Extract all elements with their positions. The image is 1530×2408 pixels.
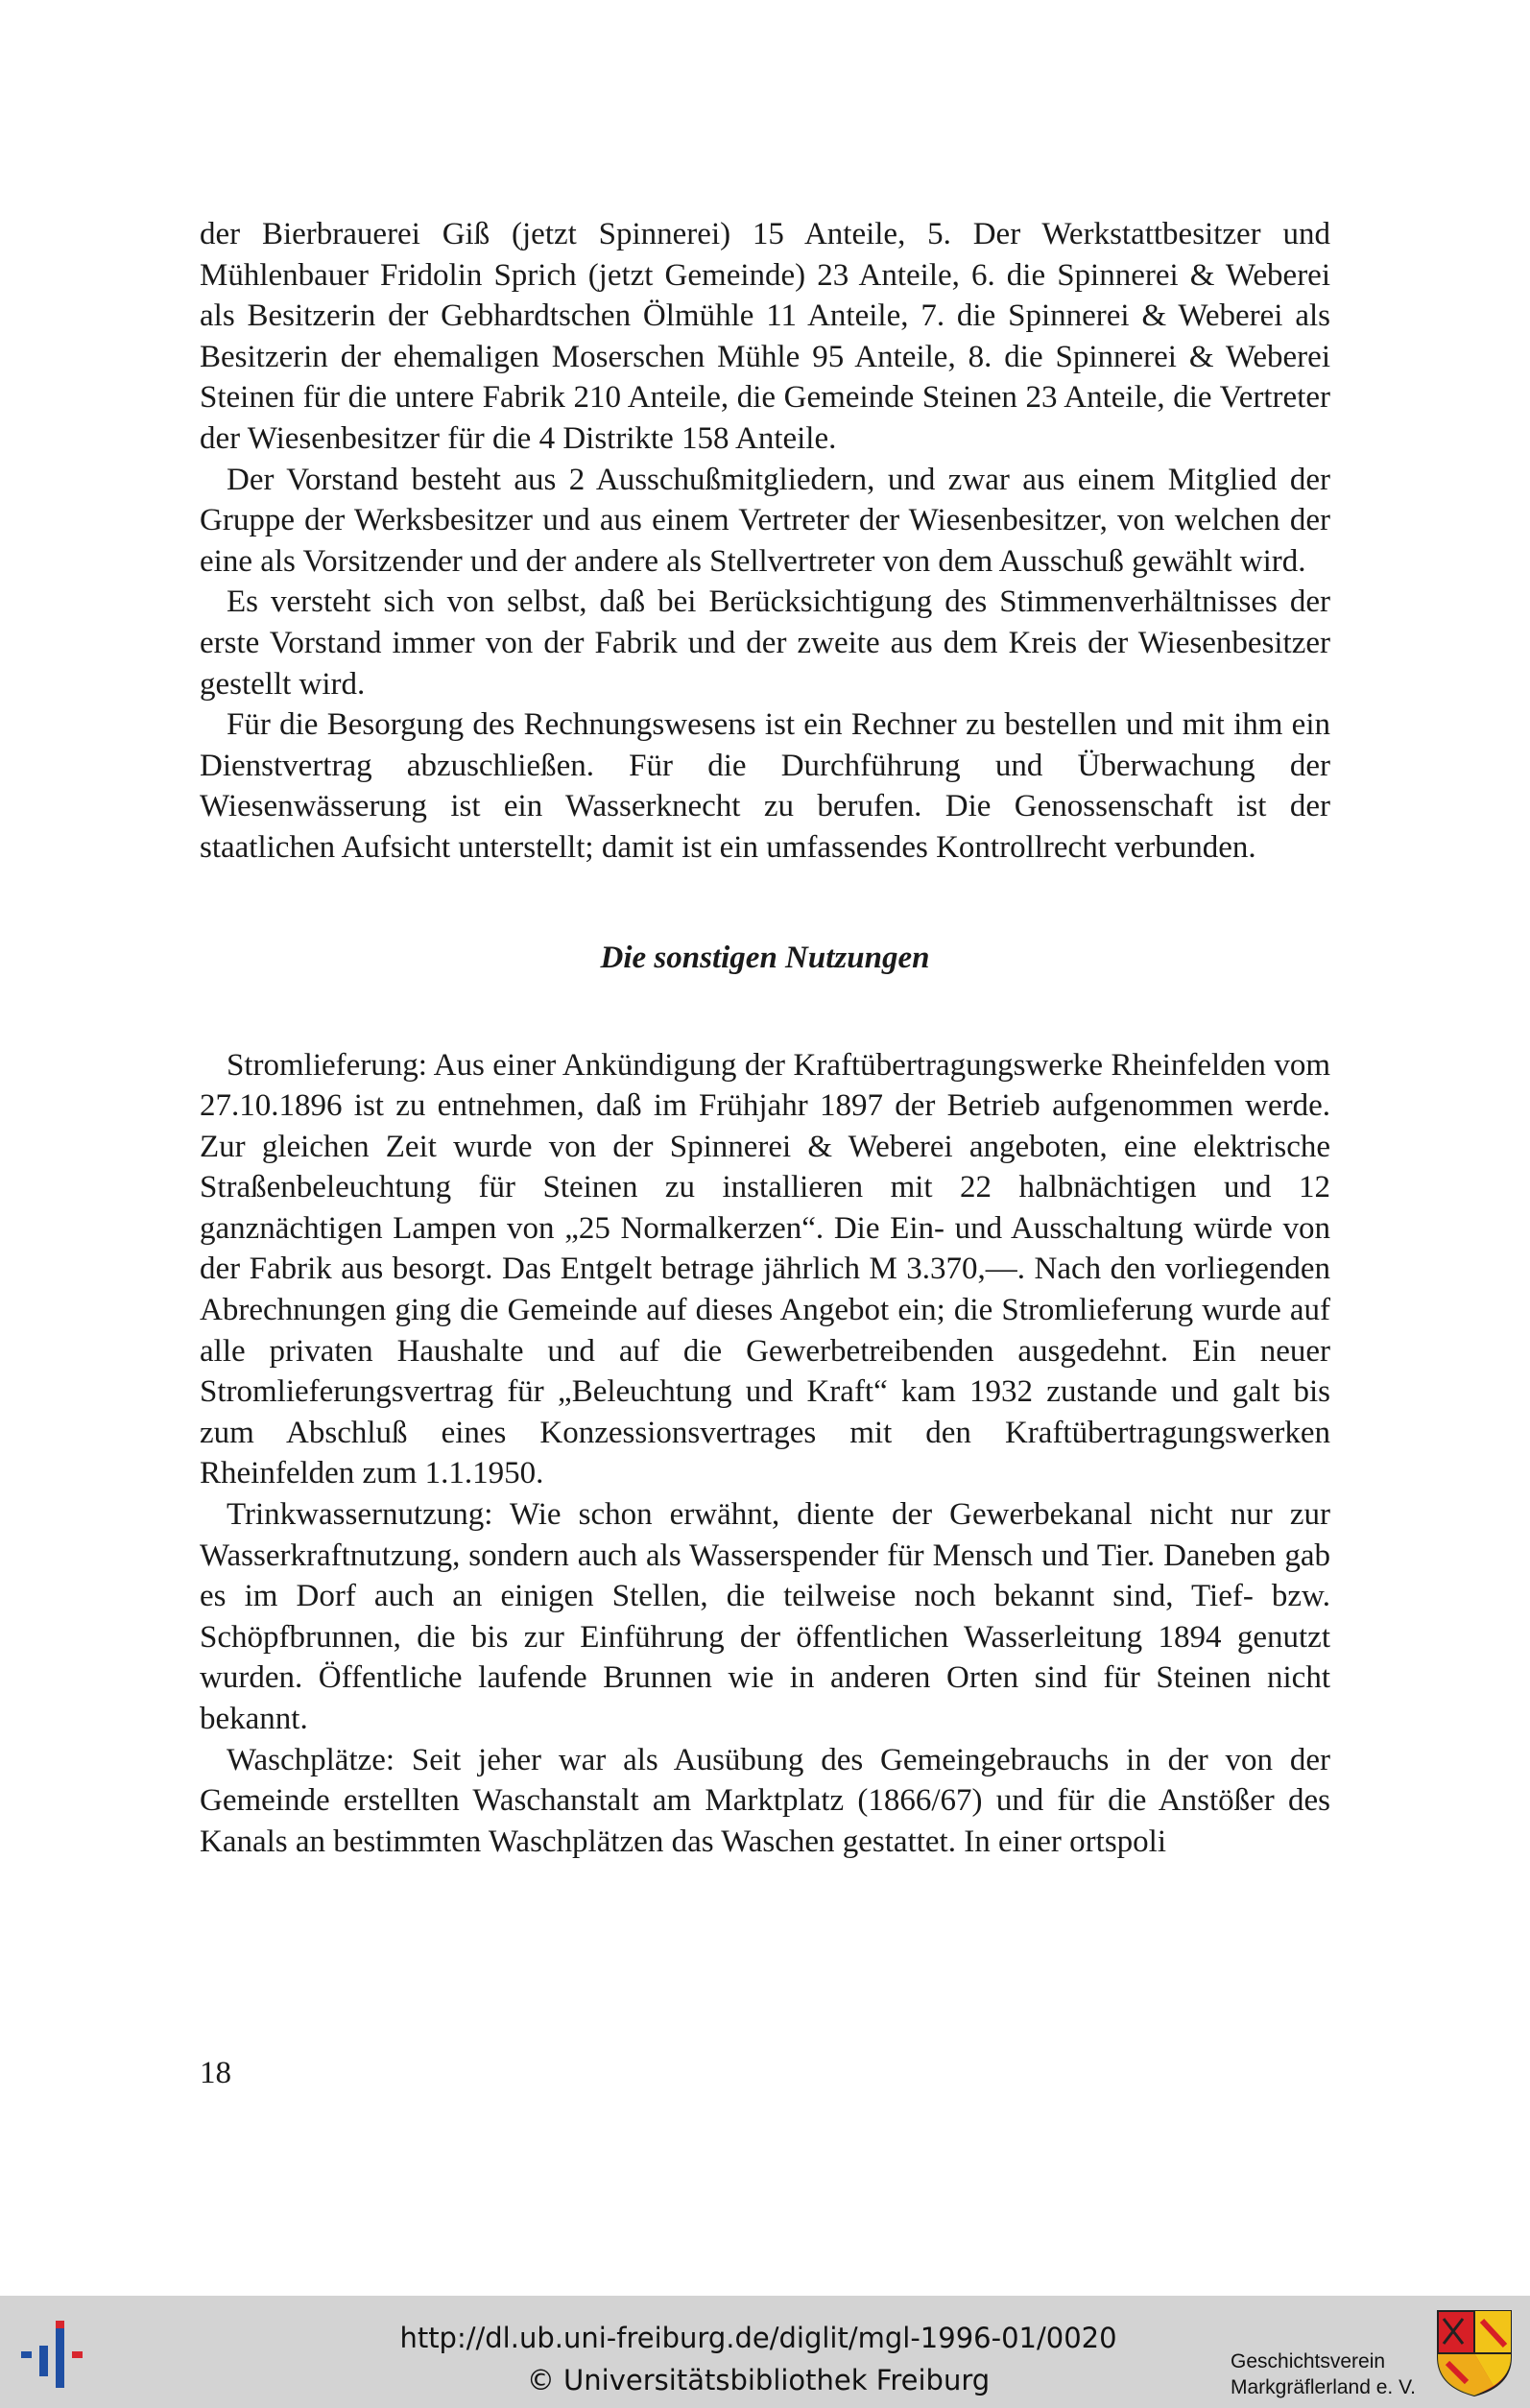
copyright-text: © Universitätsbibliothek Freiburg — [526, 2364, 991, 2396]
page-body — [200, 214, 1330, 1862]
paragraph: Für die Besorgung des Rechnungswesens ist ein Rechner zu bestellen und mit ihm ein Dienstvertrag abzuschließen. Für die Durchführung und Überwachung der Wiesenwässerung ist ein Wasserknecht zu berufen. Die Genossenschaft ist der staatlichen Aufsicht unterstellt; damit ist ein umfassendes Kontrollrecht verbunden. — [200, 707, 1330, 865]
section-heading: Die sonstigen Nutzungen — [600, 940, 930, 975]
paragraph: der Bierbrauerei Giß (jetzt Spinnerei) 15 Anteile, 5. Der Werkstattbesitzer und Mühlenbauer Fridolin Sprich (jetzt Gemeinde) 23 Anteile, 6. die Spinnerei & Weberei als Besitzerin der Gebhardtschen Ölmühle 11 Anteile, 7. die Spinnerei & Weberei als Besitzerin der ehemaligen Moserschen Mühle 95 Anteile, 8. die Spinnerei & Weberei Steinen für die untere Fabrik 210 Anteile, die Gemeinde Steinen 23 Anteile, die Vertreter der Wiesenbesitzer für die 4 Distrikte 158 Anteile. — [200, 217, 1330, 456]
paragraph: Stromlieferung: Aus einer Ankündigung der Kraftübertragungswerke Rheinfelden vom 27.10.1896 ist zu entnehmen, daß im Frühjahr 1897 der Betrieb aufgenommen werde. Zur gleichen Zeit wurde von der Spinnerei & Weberei angeboten, eine elektrische Straßenbeleuchtung für Steinen zu installieren mit 22 halbnächtigen und 12 ganznächtigen Lampen von „25 Normalkerzen“. Die Ein- und Ausschaltung würde von der Fabrik aus besorgt. Das Entgelt betrage jährlich M 3.370,—. Nach den vorliegenden Abrechnungen ging die Gemeinde auf dieses Angebot ein; die Stromlieferung wurde auf alle privaten Haushalte und auf die Gewerbetreibenden ausgedehnt. Ein neuer Stromlieferungsvertrag für „Beleuchtung und Kraft“ kam 1932 zustande und galt bis zum Abschluß eines Konzessionsvertrages mit den Kraftübertragungswerken Rheinfelden zum 1.1.1950. — [200, 1047, 1330, 1491]
paragraph: Es versteht sich von selbst, daß bei Berücksichtigung des Stimmenverhältnisses der erste Vorstand immer von der Fabrik und der zweite aus dem Kreis der Wiesenbesitzer gestellt wird. — [200, 584, 1330, 702]
paragraph: Trinkwassernutzung: Wie schon erwähnt, diente der Gewerbekanal nicht nur zur Wasserkraftnutzung, sondern auch als Wasserspender für Mensch und Tier. Daneben gab es im Dorf auch an einigen Stellen, die teilweise noch bekannt sind, Tief- bzw. Schöpfbrunnen, die bis zur Einführung der öffentlichen Wasserleitung 1894 genutzt wurden. Öffentliche laufende Brunnen wie in anderen Orten sind für Steinen nicht bekannt. — [200, 1497, 1330, 1736]
document-url-link[interactable]: http://dl.ub.uni-freiburg.de/diglit/mgl-1996-01/0020 — [399, 2322, 1117, 2354]
footer-links — [307, 2317, 1209, 2401]
ub-freiburg-logo-icon[interactable] — [19, 2313, 96, 2394]
coat-of-arms-icon[interactable] — [1434, 2307, 1515, 2397]
page-number: 18 — [200, 2056, 231, 2090]
society-name — [1231, 2348, 1416, 2400]
paragraph: Waschplätze: Seit jeher war als Ausübung des Gemeingebrauchs in der von der Gemeinde erstellten Waschanstalt am Marktplatz (1866/67) und für die Anstößer des Kanals an bestimmten Waschplätzen das Waschen gestattet. In einer ortspoli — [200, 1742, 1330, 1859]
society-name-line: Markgräflerland e. V. — [1231, 2376, 1416, 2398]
society-name-line: Geschichtsverein — [1231, 2350, 1386, 2372]
paragraph: Der Vorstand besteht aus 2 Ausschußmitgliedern, und zwar aus einem Mitglied der Gruppe der Werksbesitzer und aus einem Vertreter der Wiesenbesitzer, von welchen der eine als Vorsitzender und der andere als Stellvertreter von dem Ausschuß gewählt wird. — [200, 462, 1330, 579]
